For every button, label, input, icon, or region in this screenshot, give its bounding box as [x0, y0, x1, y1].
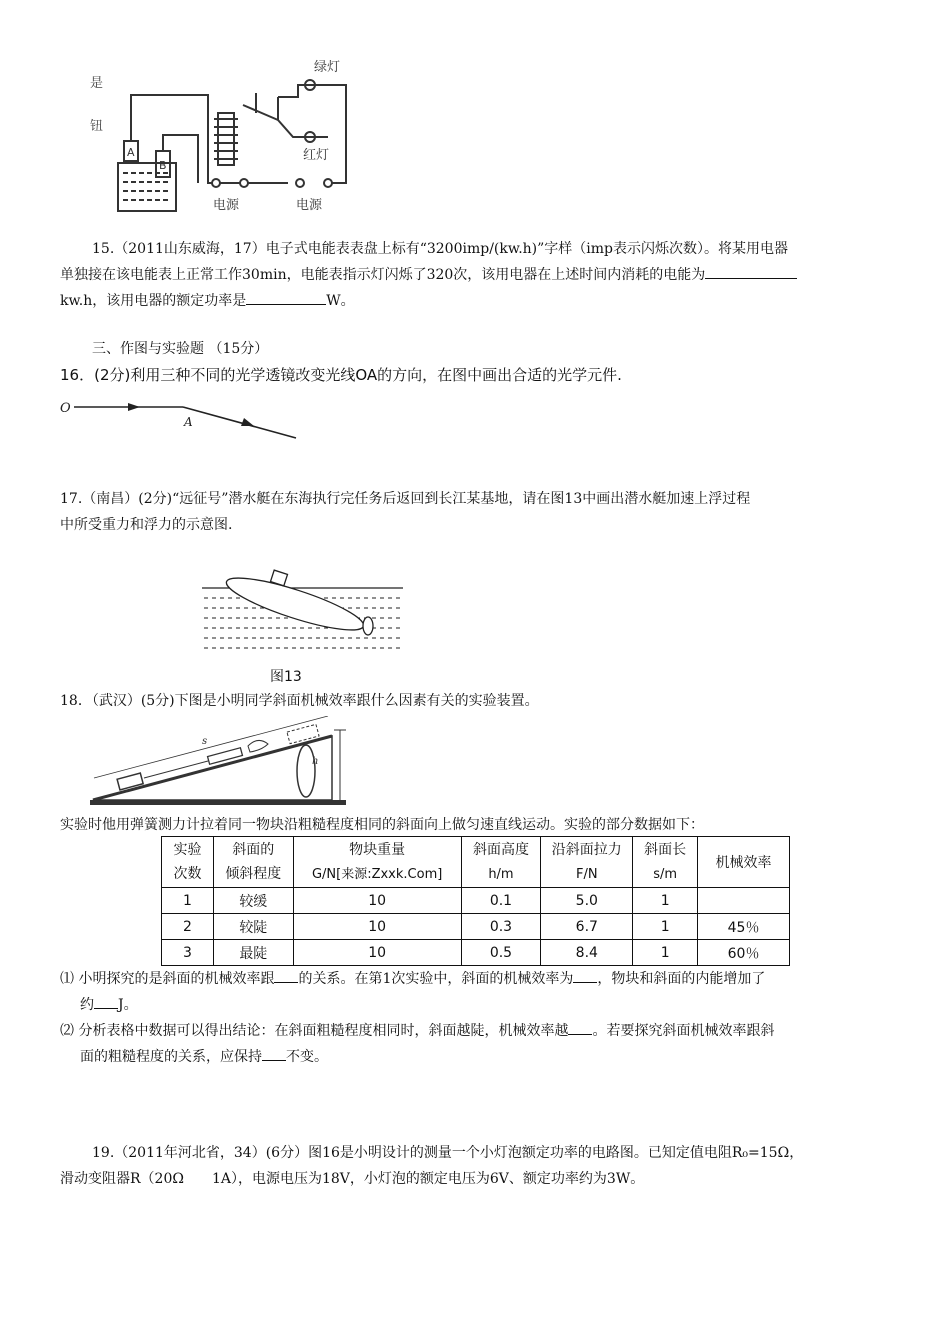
q19-line-1: 19.（2011年河北省，34）(6分）图16是小明设计的测量一个小灯泡额定功率的电路图。已知定值电阻R₀=15Ω， [92, 1145, 804, 1161]
q16-ray-figure [58, 396, 303, 442]
table-cell: 0.1 [461, 888, 541, 914]
q15-line-2 [60, 262, 797, 288]
table-header-row [162, 837, 790, 888]
circuit-label-power-1: 电源 [213, 198, 240, 213]
header-part: G/N[来源:Zxxk.Com] [311, 866, 443, 882]
q18-p1-text-b: 的关系。在第1次实验中，斜面的机械效率为 [298, 971, 574, 987]
q19-line-2: 滑动变阻器R（20Ω 1A），电源电压为18V，小灯泡的额定电压为6V、额定功率约为3W。 [60, 1171, 645, 1187]
table-cell: 10 [293, 940, 461, 966]
q15-line-2-text: 单独接在该电能表上正常工作30min，电能表指示灯闪烁了320次，该用电器在上述时间内消耗的电能为 [60, 267, 706, 283]
table-row [162, 914, 790, 940]
submarine-figure [200, 568, 405, 656]
q18-blank-efficiency[interactable] [573, 968, 597, 983]
q17-line-2: 中所受重力和浮力的示意图. [60, 517, 233, 533]
q16-label-o: O [60, 401, 71, 416]
table-cell: 6.7 [541, 914, 633, 940]
q18-p1-text-d: 约 [80, 997, 94, 1013]
header-part: 斜面高度 [472, 841, 529, 858]
q18-blank-trend[interactable] [568, 1020, 592, 1035]
table-cell: 10 [293, 914, 461, 940]
incline-figure [88, 716, 348, 808]
table-cell: 60％ [698, 940, 790, 966]
q18-p2-text-c: 面的粗糙程度的关系，应保持 [80, 1049, 262, 1065]
header-part: 实验 [173, 842, 202, 858]
table-cell-efficiency-blank[interactable] [698, 888, 790, 914]
table-cell: 2 [162, 914, 214, 940]
circuit-label-red-lamp: 红灯 [303, 148, 330, 163]
table-cell: 5.0 [541, 888, 633, 914]
circuit-side-mark-2: 钮 [90, 119, 104, 134]
table-cell: 1 [633, 914, 698, 940]
section-3-heading: 三、作图与实验题 （15分） [92, 341, 269, 357]
q15-line-3 [60, 288, 355, 314]
q18-p1-text-c: ，物块和斜面的内能增加了 [597, 971, 766, 987]
header-part: F/N [576, 866, 598, 882]
header-part: 斜面长 [644, 841, 687, 858]
table-cell: 最陡 [213, 940, 293, 966]
table-cell: 0.3 [461, 914, 541, 940]
q18-p1-text-e: J。 [118, 997, 138, 1013]
header-part: 机械效率 [715, 855, 772, 871]
q18-part-2-line-1 [60, 1018, 774, 1044]
q16-label-a: A [184, 415, 193, 429]
q15-blank-power[interactable] [246, 290, 326, 305]
table-cell: 45％ [698, 914, 790, 940]
table-cell: 1 [633, 888, 698, 914]
circuit-label-a: A [127, 146, 135, 159]
header-part: s/m [653, 866, 678, 882]
q16-text: 16．(2分)利用三种不同的光学透镜改变光线OA的方向，在图中画出合适的光学元件. [60, 366, 622, 384]
header-part: 倾斜程度 [225, 866, 282, 882]
table-cell: 8.4 [541, 940, 633, 966]
table-cell: 较陡 [213, 914, 293, 940]
q18-title: 18．（武汉）(5分)下图是小明同学斜面机械效率跟什么因素有关的实验装置。 [60, 693, 539, 709]
q18-blank-internal-energy[interactable] [94, 994, 118, 1009]
table-header-cell [213, 837, 293, 888]
q18-intro: 实验时他用弹簧测力计拉着同一物块沿粗糙程度相同的斜面向上做匀速直线运动。实验的部分数据如下： [60, 817, 704, 833]
table-cell: 0.5 [461, 940, 541, 966]
circuit-label-green-lamp: 绿灯 [314, 60, 341, 75]
table-header-cell [162, 837, 214, 888]
table-cell: 1 [633, 940, 698, 966]
q17-line-1: 17.（南昌）(2分)“远征号”潜水艇在东海执行完任务后返回到长江某基地，请在图13中画出潜水艇加速上浮过程 [60, 491, 751, 507]
table-row [162, 888, 790, 914]
table-header-cell [293, 837, 461, 888]
q15-line-3-text-a: kw.h，该用电器的额定功率是 [60, 293, 247, 309]
q18-part-2-line-2 [80, 1044, 328, 1070]
q15-blank-energy[interactable] [705, 264, 797, 279]
circuit-label-power-2: 电源 [296, 198, 323, 213]
table-cell: 较缓 [213, 888, 293, 914]
header-part: 次数 [173, 866, 202, 882]
header-part: 沿斜面拉力 [551, 841, 622, 858]
q15-line-1: 15.（2011山东威海，17）电子式电能表表盘上标有“3200imp/(kw.h)”字样（imp表示闪烁次数）。将某用电器 [92, 241, 788, 257]
header-part: 斜面的 [232, 842, 275, 858]
q18-data-table [161, 836, 790, 966]
q18-p1-text-a: ⑴ 小明探究的是斜面的机械效率跟 [60, 971, 275, 987]
q18-blank-factor[interactable] [274, 968, 298, 983]
header-part: 物块重量 [349, 841, 406, 858]
fig-13-caption: 图13 [270, 669, 302, 685]
incline-label-s: s [202, 736, 208, 747]
table-header-cell [633, 837, 698, 888]
q18-p2-text-d: 不变。 [286, 1049, 328, 1065]
table-header-cell [461, 837, 541, 888]
incline-label-h: h [312, 756, 319, 767]
q18-blank-constant[interactable] [262, 1046, 286, 1061]
table-cell: 1 [162, 888, 214, 914]
table-header-cell [698, 837, 790, 888]
q18-part-1-line-2 [80, 992, 138, 1018]
circuit-figure [88, 55, 368, 220]
q18-p2-text-a: ⑵ 分析表格中数据可以得出结论：在斜面粗糙程度相同时，斜面越陡，机械效率越 [60, 1023, 569, 1039]
circuit-label-b: B [159, 159, 167, 172]
header-part: h/m [488, 866, 514, 882]
table-cell: 3 [162, 940, 214, 966]
q18-p2-text-b: 。若要探究斜面机械效率跟斜 [592, 1023, 775, 1039]
table-header-cell [541, 837, 633, 888]
circuit-side-mark-1: 是 [90, 76, 104, 91]
table-cell: 10 [293, 888, 461, 914]
q18-part-1-line-1 [60, 966, 765, 992]
table-row [162, 940, 790, 966]
q15-line-3-text-b: W。 [326, 293, 355, 309]
